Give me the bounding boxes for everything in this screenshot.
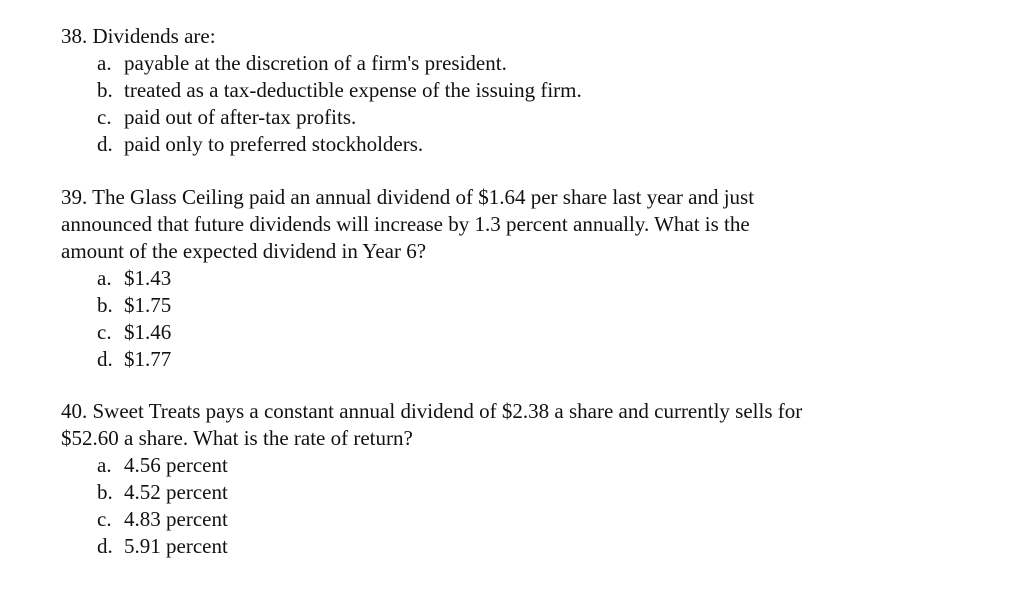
option-b [97, 77, 961, 104]
option-text: paid only to preferred stockholders. [124, 132, 424, 156]
stem-line: $52.60 a share. What is the rate of return? [61, 426, 413, 450]
option-letter: c. [97, 507, 112, 531]
option-letter: a. [97, 51, 112, 75]
option-text: 4.83 percent [124, 507, 228, 531]
stem-line [61, 398, 961, 425]
option-text: paid out of after-tax profits. [124, 105, 357, 129]
question-stem [61, 184, 961, 265]
option-letter: c. [97, 105, 112, 129]
option-d [97, 533, 961, 560]
option-letter: c. [97, 320, 112, 344]
option-a [97, 452, 961, 479]
option-c [97, 104, 961, 131]
stem-text: Dividends are: [92, 24, 216, 48]
option-letter: a. [97, 453, 112, 477]
option-d [97, 131, 961, 158]
stem-text: Sweet Treats pays a constant annual dividend of $2.38 a share and currently sells for [92, 399, 803, 423]
question-40 [61, 398, 961, 560]
question-38 [61, 23, 961, 158]
option-letter: b. [97, 480, 113, 504]
stem-line: announced that future dividends will increase by 1.3 percent annually. What is the [61, 212, 750, 236]
option-a [97, 265, 961, 292]
option-b [97, 479, 961, 506]
option-letter: d. [97, 132, 113, 156]
question-number: 40. [61, 399, 88, 423]
answer-options [61, 452, 961, 560]
question-stem [61, 23, 961, 50]
option-text: 4.56 percent [124, 453, 228, 477]
option-text: payable at the discretion of a firm's president. [124, 51, 507, 75]
option-c [97, 506, 961, 533]
question-number: 39. [61, 185, 88, 209]
option-text: $1.46 [124, 320, 172, 344]
option-letter: b. [97, 78, 113, 102]
option-text: 5.91 percent [124, 534, 228, 558]
stem-line: amount of the expected dividend in Year 6? [61, 239, 427, 263]
option-d [97, 346, 961, 373]
stem-text: The Glass Ceiling paid an annual dividend of $1.64 per share last year and just [92, 185, 755, 209]
stem-line [61, 184, 961, 211]
option-c [97, 319, 961, 346]
option-text: $1.77 [124, 347, 172, 371]
option-letter: b. [97, 293, 113, 317]
answer-options [61, 50, 961, 158]
option-text: 4.52 percent [124, 480, 228, 504]
option-b [97, 292, 961, 319]
option-text: $1.43 [124, 266, 172, 290]
option-text: $1.75 [124, 293, 172, 317]
option-letter: d. [97, 534, 113, 558]
option-letter: a. [97, 266, 112, 290]
question-39 [61, 184, 961, 373]
question-number: 38. [61, 24, 88, 48]
answer-options [61, 265, 961, 373]
option-text: treated as a tax-deductible expense of the issuing firm. [124, 78, 582, 102]
option-letter: d. [97, 347, 113, 371]
option-a [97, 50, 961, 77]
stem-line [61, 23, 961, 50]
question-stem [61, 398, 961, 452]
